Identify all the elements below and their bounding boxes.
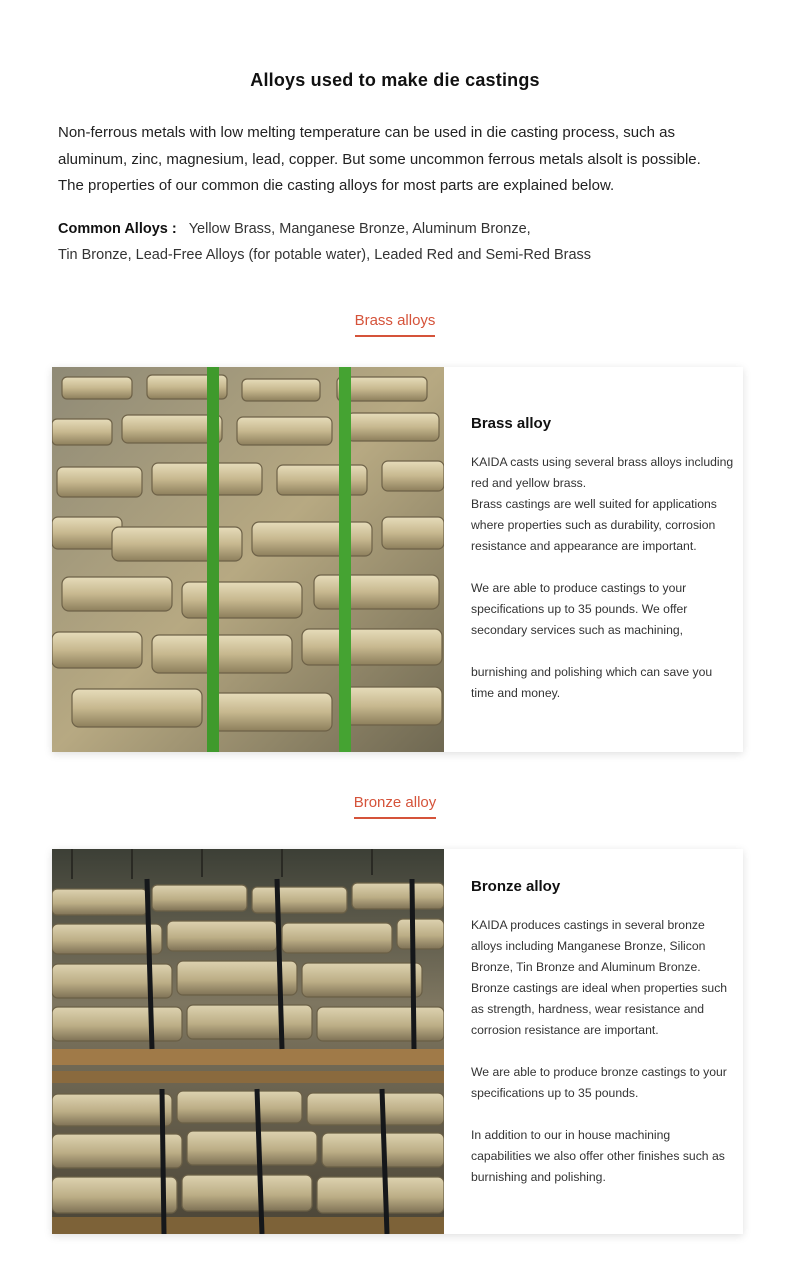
common-alloys	[58, 216, 748, 268]
intro-line: Non-ferrous metals with low melting temperature can be used in die casting process, such as	[58, 124, 675, 141]
bronze-card-text	[471, 849, 735, 1188]
card-text-line: as strength, hardness, wear resistance and	[471, 1002, 705, 1016]
card-text-line: red and yellow brass.	[471, 476, 587, 490]
card-text-line: specifications up to 35 pounds.	[471, 1086, 639, 1100]
card-text-line: burnishing and polishing which can save you	[471, 665, 713, 679]
brass-card-text	[471, 367, 735, 704]
bronze-heading-label: Bronze alloy	[354, 794, 437, 819]
card-text-line: secondary services such as machining,	[471, 623, 684, 637]
card-text-line: In addition to our in house machining	[471, 1128, 671, 1142]
card-text-line: alloys including Manganese Bronze, Silicon	[471, 939, 706, 953]
card-title: Bronze alloy	[471, 878, 561, 895]
card-text-line: Bronze castings are ideal when properties such	[471, 981, 728, 995]
bronze-card	[52, 849, 743, 1234]
card-text-line: where properties such as durability, corrosion	[471, 518, 716, 532]
brass-heading-label: Brass alloys	[355, 312, 436, 337]
card-text-line: corrosion resistance are important.	[471, 1023, 659, 1037]
bronze-ingots-photo	[52, 849, 444, 1234]
common-alloys-line: Yellow Brass, Manganese Bronze, Aluminum Bronze,	[188, 221, 531, 237]
card-text-line: We are able to produce bronze castings to your	[471, 1065, 727, 1079]
card-text-line: resistance and appearance are important.	[471, 539, 697, 553]
bronze-section-heading	[0, 794, 790, 819]
card-text-line: time and money.	[471, 686, 561, 700]
card-text-line: KAIDA casts using several brass alloys including	[471, 455, 734, 469]
card-text-line: KAIDA produces castings in several bronze	[471, 918, 705, 932]
intro-text	[58, 120, 748, 200]
card-text-line: Brass castings are well suited for applications	[471, 497, 717, 511]
brass-ingots-photo	[52, 367, 444, 752]
brass-card	[52, 367, 743, 752]
card-text-line: We are able to produce castings to your	[471, 581, 687, 595]
common-alloys-label: Common Alloys :	[58, 221, 177, 237]
card-text-line: Bronze, Tin Bronze and Aluminum Bronze.	[471, 960, 701, 974]
card-text-line: specifications up to 35 pounds. We offer	[471, 602, 688, 616]
card-text-line: capabilities we also offer other finishes such as	[471, 1149, 725, 1163]
card-text-line: burnishing and polishing.	[471, 1170, 606, 1184]
common-alloys-line: Tin Bronze, Lead-Free Alloys (for potable water), Leaded Red and Semi-Red Brass	[58, 247, 592, 263]
card-title: Brass alloy	[471, 415, 552, 432]
intro-line: aluminum, zinc, magnesium, lead, copper. But some uncommon ferrous metals alsolt is possible.	[58, 150, 701, 168]
intro-line: The properties of our common die casting alloys for most parts are explained below.	[58, 177, 615, 194]
brass-section-heading	[0, 312, 790, 337]
page-title: Alloys used to make die castings	[250, 70, 540, 91]
